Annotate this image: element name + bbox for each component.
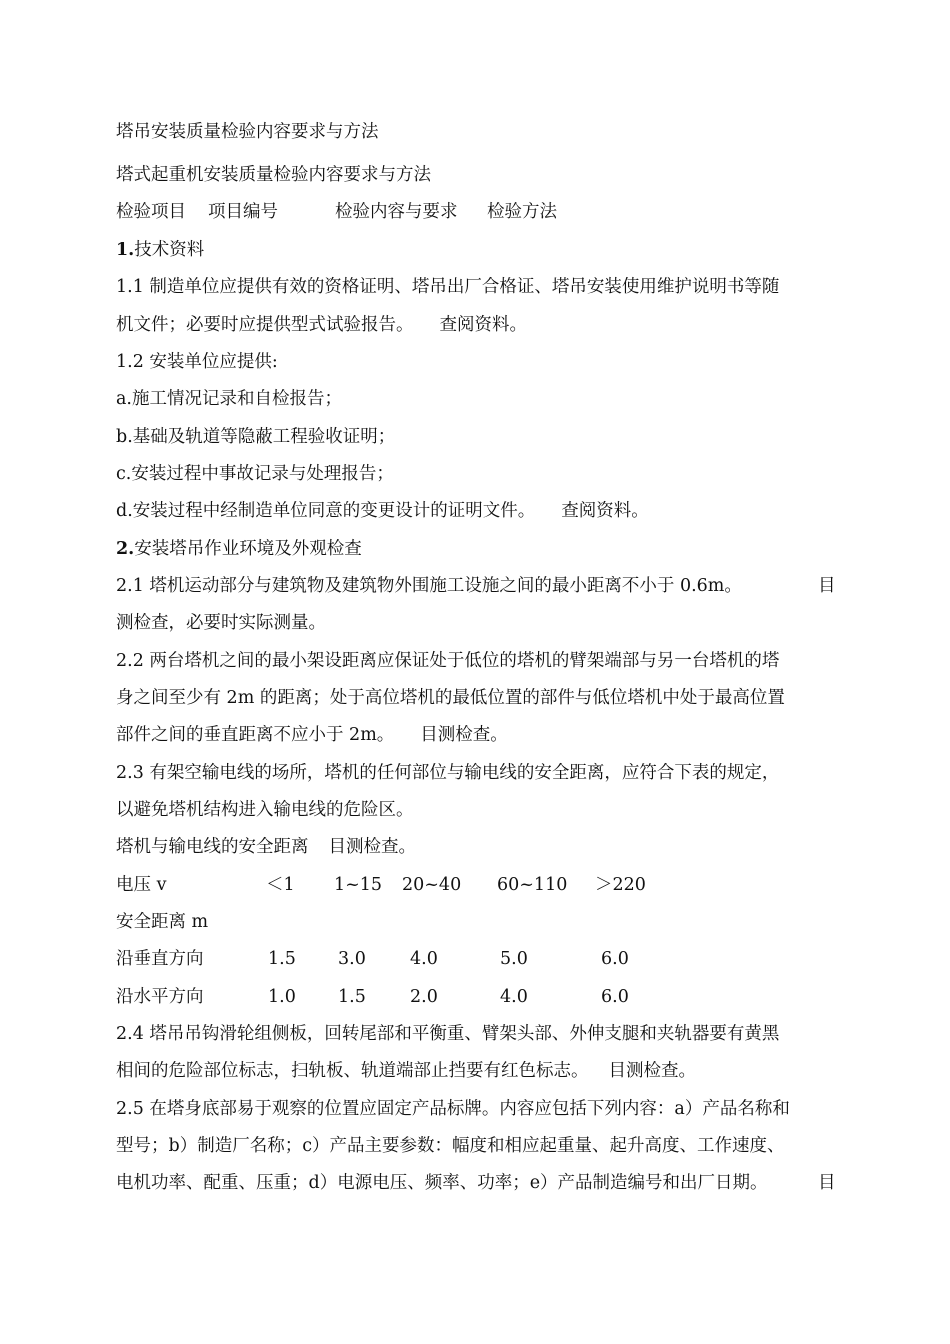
paragraph-2-3-text: 塔机与输电线的安全距离 (116, 837, 309, 857)
voltage-label: 电压 v (116, 875, 167, 895)
list-item-b: b.基础及轨道等隐蔽工程验收证明； (116, 427, 396, 447)
section-2-number: 2. (116, 539, 135, 559)
paragraph-2-2-line-2: 身之间至少有 2m 的距离；处于高位塔机的最低位置的部件与低位塔机中处于最高位置 (116, 688, 785, 708)
header-col-number: 项目编号 (208, 202, 278, 222)
paragraph-2-4-method: 目测检查。 (608, 1061, 696, 1081)
paragraph-2-2-method: 目测检查。 (420, 725, 508, 745)
table-cell: 2.0 (410, 987, 438, 1007)
paragraph-1-1-line-1: 1.1 制造单位应提供有效的资格证明、塔吊出厂合格证、塔吊安装使用维护说明书等随 (116, 277, 780, 297)
table-cell: 4.0 (500, 987, 528, 1007)
paragraph-2-4-line-2 (116, 1060, 696, 1082)
paragraph-2-4-text: 相间的危险部位标志，扫轨板、轨道端部止挡要有红色标志。 (116, 1061, 589, 1081)
table-cell: 6.0 (601, 949, 629, 969)
paragraph-2-5-line-1: 2.5 在塔身底部易于观察的位置应固定产品标牌。内容应包括下列内容：a）产品名称和 (116, 1099, 790, 1119)
paragraph-1-1-method: 查阅资料。 (439, 315, 527, 335)
document-subtitle: 塔式起重机安装质量检验内容要求与方法 (116, 165, 431, 185)
section-1-number: 1. (116, 240, 135, 260)
paragraph-2-2-line-3 (116, 724, 508, 746)
document-title: 塔吊安装质量检验内容要求与方法 (116, 122, 379, 142)
paragraph-2-3-method: 目测检查。 (328, 837, 416, 857)
header-col-content: 检验内容与要求 (335, 202, 458, 222)
paragraph-1-2-line-1: 1.2 安装单位应提供: (116, 352, 278, 372)
table-cell: 4.0 (410, 949, 438, 969)
paragraph-2-3-line-2: 以避免塔机结构进入输电线的危险区。 (116, 800, 414, 820)
paragraph-2-4-line-1: 2.4 塔吊吊钩滑轮组侧板，回转尾部和平衡重、臂架头部、外伸支腿和夹轨器要有黄黑 (116, 1024, 780, 1044)
section-1-title: 技术资料 (134, 240, 205, 260)
paragraph-2-3-line-3 (116, 836, 416, 858)
row-label: 沿水平方向 (116, 987, 204, 1007)
voltage-header-cell: ＜1 (266, 875, 295, 895)
paragraph-2-1-line-2: 测检查，必要时实际测量。 (116, 613, 326, 633)
table-cell: 6.0 (601, 987, 629, 1007)
paragraph-2-1-method-start: 目 (818, 576, 836, 596)
paragraph-2-5-method-start: 目 (818, 1173, 836, 1193)
list-item-a: a.施工情况记录和自检报告； (116, 389, 342, 409)
voltage-header-cell: 20~40 (402, 875, 462, 895)
table-cell: 1.5 (338, 987, 366, 1007)
distance-unit-label: 安全距离 m (116, 912, 209, 932)
table-cell: 5.0 (500, 949, 528, 969)
paragraph-1-1-text: 机文件；必要时应提供型式试验报告。 (116, 315, 414, 335)
paragraph-1-1-line-2 (116, 314, 527, 336)
header-col-item: 检验项目 (116, 202, 186, 222)
paragraph-2-2-text: 部件之间的垂直距离不应小于 2m。 (116, 725, 395, 745)
section-1-heading (116, 239, 204, 261)
paragraph-2-3-line-1: 2.3 有架空输电线的场所，塔机的任何部位与输电线的安全距离，应符合下表的规定， (116, 763, 780, 783)
list-item-c: c.安装过程中事故记录与处理报告； (116, 464, 394, 484)
table-cell: 1.0 (268, 987, 296, 1007)
paragraph-2-2-line-1: 2.2 两台塔机之间的最小架设距离应保证处于低位的塔机的臂架端部与另一台塔机的塔 (116, 651, 780, 671)
paragraph-2-1-line-1: 2.1 塔机运动部分与建筑物及建筑物外围施工设施之间的最小距离不小于 0.6m。 (116, 576, 742, 596)
voltage-header-cell: 1~15 (334, 875, 383, 895)
section-2-title: 安装塔吊作业环境及外观检查 (134, 539, 362, 559)
paragraph-2-5-line-3: 电机功率、配重、压重；d）电源电压、频率、功率；e）产品制造编号和出厂日期。 (116, 1173, 768, 1193)
list-item-d-text: d.安装过程中经制造单位同意的变更设计的证明文件。 (116, 501, 536, 521)
voltage-header-cell: ＞220 (595, 875, 646, 895)
list-item-d (116, 500, 649, 522)
table-cell: 1.5 (268, 949, 296, 969)
section-2-heading (116, 538, 362, 560)
table-cell: 3.0 (338, 949, 366, 969)
row-label: 沿垂直方向 (116, 949, 204, 969)
voltage-header-cell: 60~110 (497, 875, 568, 895)
paragraph-1-2-method: 查阅资料。 (561, 501, 649, 521)
header-col-method: 检验方法 (487, 202, 557, 222)
paragraph-2-5-line-2: 型号；b）制造厂名称；c）产品主要参数：幅度和相应起重量、起升高度、工作速度、 (116, 1136, 785, 1156)
